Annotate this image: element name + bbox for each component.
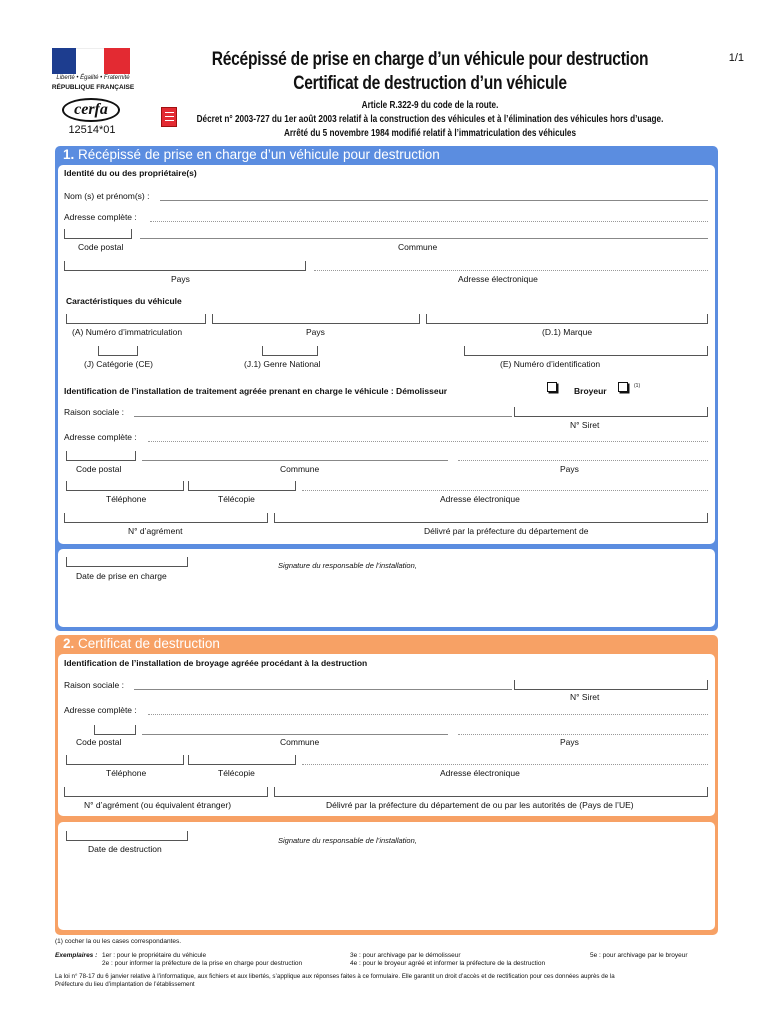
vehicle-panel	[58, 290, 715, 373]
facility-approval-field[interactable]	[64, 513, 268, 523]
facility-postal-field[interactable]	[66, 451, 136, 461]
genre-field[interactable]	[262, 346, 318, 356]
section2-title: 2. Certificat de destruction	[63, 636, 220, 651]
owner-country-label: Pays	[171, 274, 190, 284]
brand-label: (D.1) Marque	[542, 327, 593, 337]
owner-city-field[interactable]	[140, 238, 708, 239]
signature-panel-1	[58, 549, 715, 627]
shredder-postal-field[interactable]	[94, 725, 136, 735]
section-receipt	[55, 146, 718, 631]
copy-1: 1er : pour le propriétaire du véhicule	[102, 952, 207, 959]
pickup-date-field[interactable]	[66, 557, 188, 567]
shredder-approval-label: N° d’agrément (ou équivalent étranger)	[84, 800, 232, 810]
facility-address-label: Adresse complète :	[64, 432, 137, 442]
destruction-date-label: Date de destruction	[88, 844, 162, 854]
copy-2: 2e : pour informer la préfecture de la prise en charge pour destruction	[102, 960, 303, 967]
shredder-email-field[interactable]	[302, 764, 708, 765]
owner-country-field[interactable]	[64, 261, 306, 271]
footnote-checkbox: (1) cocher la ou les cases correspondantes.	[55, 938, 182, 945]
demolisseur-checkbox[interactable]	[547, 382, 557, 392]
marianne-logo	[52, 48, 130, 74]
republic-motto: Liberté • Égalité • Fraternité	[56, 75, 130, 81]
shredder-country-label: Pays	[560, 737, 579, 747]
facility-approval-label: N° d’agrément	[128, 526, 183, 536]
shredder-address-label: Adresse complète :	[64, 705, 137, 715]
shredder-city-field[interactable]	[142, 734, 448, 735]
shredder-siret-field[interactable]	[514, 680, 708, 690]
facility-issued-field[interactable]	[274, 513, 708, 523]
shredder-issued-field[interactable]	[274, 787, 708, 797]
shredder-country-field[interactable]	[458, 734, 708, 735]
facility-siret-field[interactable]	[514, 407, 708, 417]
shredder-phone-field[interactable]	[66, 755, 184, 765]
owner-email-label: Adresse électronique	[458, 274, 538, 284]
shredder-postal-label: Code postal	[76, 737, 122, 747]
legal-ref-order: Arrêté du 5 novembre 1984 modifié relatif à l’immatriculation des véhicules	[283, 128, 577, 139]
vehicle-country-label: Pays	[306, 327, 325, 337]
facility-postal-label: Code postal	[76, 464, 122, 474]
shredder-panel	[58, 654, 715, 816]
owner-address-label: Adresse complète :	[64, 212, 137, 222]
shredder-siret-label: N° Siret	[570, 692, 600, 702]
vin-label: (E) Numéro d’identification	[500, 359, 601, 369]
registration-field[interactable]	[66, 314, 206, 324]
footnote-mark: (1)	[634, 383, 641, 389]
section-certificate	[55, 635, 718, 935]
shredder-issued-label: Délivré par la préfecture du département de ou par les autorités de (Pays de l’UE)	[326, 800, 634, 810]
category-label: (J) Catégorie (CE)	[84, 359, 153, 369]
copies-label: Exemplaires :	[55, 952, 98, 959]
facility-country-field[interactable]	[458, 460, 708, 461]
shredder-heading: Identification de l’installation de broyage agréée procédant à la destruction	[64, 658, 368, 668]
facility-panel	[58, 377, 715, 544]
copy-3: 3e : pour archivage par le démolisseur	[350, 952, 461, 959]
facility-fax-field[interactable]	[188, 481, 296, 491]
form-title: Récépissé de prise en charge d’un véhicule pour destruction	[211, 49, 649, 70]
shredder-fax-field[interactable]	[188, 755, 296, 765]
facility-issued-label: Délivré par la préfecture du département de	[424, 526, 589, 536]
signature-label-1: Signature du responsable de l’installation,	[278, 561, 417, 570]
broyeur-checkbox[interactable]	[618, 382, 628, 392]
facility-country-label: Pays	[560, 464, 579, 474]
shredder-company-label: Raison sociale :	[64, 680, 125, 690]
brand-field[interactable]	[426, 314, 708, 324]
shredder-city-label: Commune	[280, 737, 320, 747]
facility-fax-label: Télécopie	[218, 494, 255, 504]
vin-field[interactable]	[464, 346, 708, 356]
vehicle-heading: Caractéristiques du véhicule	[66, 296, 182, 306]
facility-address-field[interactable]	[148, 441, 708, 442]
owner-name-label: Nom (s) et prénom(s) :	[64, 191, 150, 201]
category-field[interactable]	[98, 346, 138, 356]
genre-label: (J.1) Genre National	[244, 359, 321, 369]
form-subtitle: Certificat de destruction d’un véhicule	[293, 73, 567, 94]
facility-company-label: Raison sociale :	[64, 407, 125, 417]
owner-name-field[interactable]	[160, 200, 708, 201]
broyeur-label: Broyeur	[574, 386, 607, 396]
legal-ref-decree: Décret n° 2003-727 du 1er août 2003 relatif à la construction des véhicules et à l’élimination des véhicules hors d’usage.	[196, 114, 664, 125]
shredder-address-field[interactable]	[148, 714, 708, 715]
signature-panel-2	[58, 822, 715, 930]
law-notice-line1: La loi n° 78-17 du 6 janvier relative à l’informatique, aux fichiers et aux libertés, s’applique aux réponses faites à ce formulaire. Elle garantit un droit d’accès et de rectification pour ces données auprès de la	[55, 973, 615, 980]
owner-email-field[interactable]	[314, 270, 708, 271]
cerfa-logo: cerfa	[62, 98, 120, 122]
vehicle-country-field[interactable]	[212, 314, 420, 324]
pickup-date-label: Date de prise en charge	[76, 571, 167, 581]
facility-siret-label: N° Siret	[570, 420, 600, 430]
owner-city-label: Commune	[398, 242, 438, 252]
legal-ref-article: Article R.322-9 du code de la route.	[361, 100, 499, 111]
owner-address-field[interactable]	[150, 221, 708, 222]
facility-email-label: Adresse électronique	[440, 494, 520, 504]
shredder-approval-field[interactable]	[64, 787, 268, 797]
shredder-fax-label: Télécopie	[218, 768, 255, 778]
section1-title: 1. Récépissé de prise en charge d’un véhicule pour destruction	[63, 147, 440, 162]
owner-postal-field[interactable]	[64, 229, 132, 239]
shredder-email-label: Adresse électronique	[440, 768, 520, 778]
law-notice-line2: Préfecture du lieu d’implantation de l’établissement	[55, 981, 195, 988]
destruction-date-field[interactable]	[66, 831, 188, 841]
owner-postal-label: Code postal	[78, 242, 124, 252]
registration-label: (A) Numéro d’immatriculation	[72, 327, 183, 337]
owner-heading: Identité du ou des propriétaire(s)	[64, 168, 197, 178]
facility-heading: Identification de l’installation de traitement agréée prenant en charge le véhicule : Démolisseur	[64, 386, 448, 396]
page-number: 1/1	[728, 52, 744, 64]
copy-4: 4e : pour le broyeur agréé et informer la préfecture de la destruction	[350, 960, 546, 967]
document-icon	[161, 107, 177, 127]
facility-company-field[interactable]	[134, 416, 512, 417]
cerfa-number: 12514*01	[68, 124, 116, 136]
facility-city-label: Commune	[280, 464, 320, 474]
copy-5: 5e : pour archivage par le broyeur	[590, 952, 688, 959]
shredder-company-field[interactable]	[134, 689, 512, 690]
facility-city-field[interactable]	[142, 460, 448, 461]
republic-name: RÉPUBLIQUE FRANÇAISE	[51, 84, 135, 91]
facility-email-field[interactable]	[302, 490, 708, 491]
facility-phone-field[interactable]	[66, 481, 184, 491]
facility-phone-label: Téléphone	[106, 494, 147, 504]
shredder-phone-label: Téléphone	[106, 768, 147, 778]
signature-label-2: Signature du responsable de l’installation,	[278, 836, 417, 845]
